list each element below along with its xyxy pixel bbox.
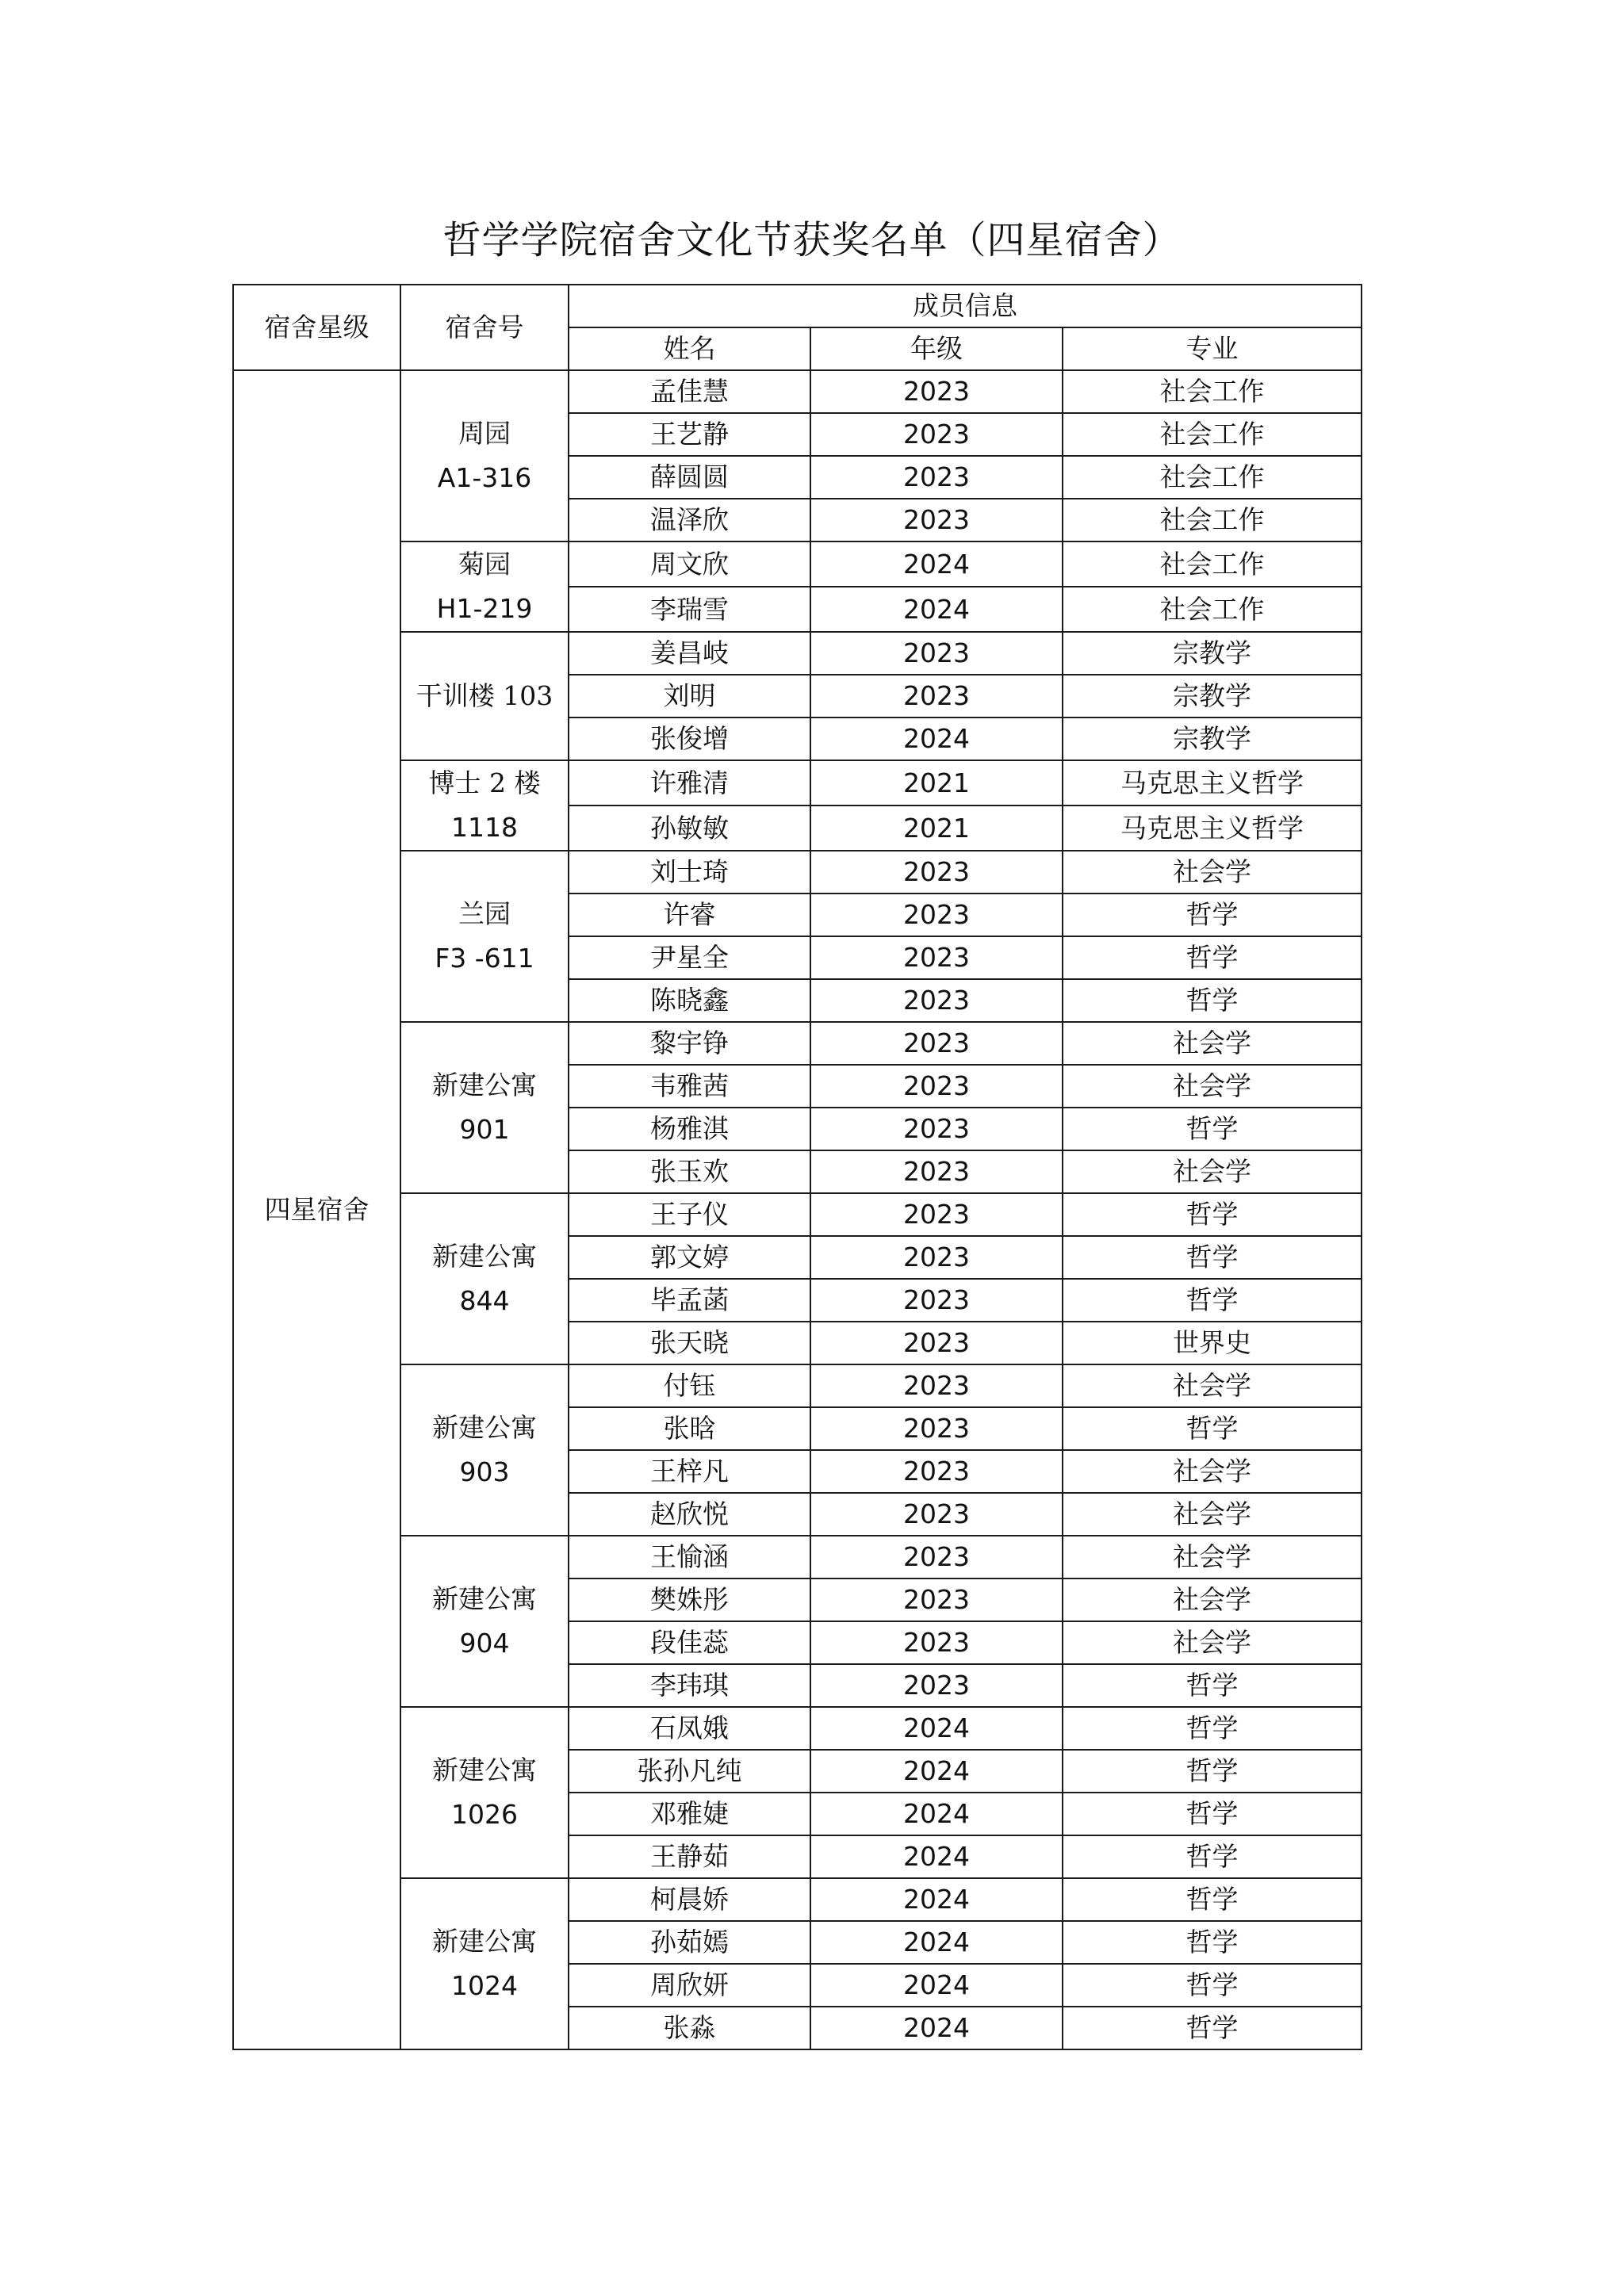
member-grade: 2023 [810,1536,1063,1578]
member-name: 张淼 [569,2007,810,2049]
member-name: 赵欣悦 [569,1493,810,1536]
dorm-number-cell [400,632,569,760]
member-major: 社会学 [1063,1578,1362,1621]
member-grade: 2024 [810,541,1063,587]
header-row-top [233,285,1362,327]
member-grade: 2023 [810,1364,1063,1407]
dorm-room: 903 [459,1456,510,1487]
member-grade: 2023 [810,1578,1063,1621]
table-row [233,370,1362,413]
member-name: 黎宇铮 [569,1022,810,1065]
member-major: 哲学 [1063,1964,1362,2007]
dorm-number-cell [400,1878,569,2049]
member-name: 王子仪 [569,1193,810,1236]
member-name: 刘士琦 [569,851,810,894]
dorm-room: 901 [459,1114,510,1145]
table-row [233,1364,1362,1407]
dorm-room: 1024 [451,1970,518,2001]
dorm-building: 菊园 [458,549,511,580]
member-name: 陈晓鑫 [569,979,810,1022]
table-row [233,1707,1362,1750]
member-grade: 2023 [810,1150,1063,1193]
member-major: 哲学 [1063,894,1362,936]
dorm-number-cell [400,1022,569,1193]
member-name: 张俊增 [569,718,810,760]
member-name: 付钰 [569,1364,810,1407]
member-major: 宗教学 [1063,718,1362,760]
member-major: 哲学 [1063,1407,1362,1450]
member-major: 社会工作 [1063,499,1362,541]
member-major: 社会学 [1063,1022,1362,1065]
member-grade: 2023 [810,1450,1063,1493]
member-major: 马克思主义哲学 [1063,806,1362,851]
star-level-cell: 四星宿舍 [233,370,400,2049]
table-row [233,1536,1362,1578]
dorm-building: 新建公寓 [432,1070,537,1100]
member-name: 杨雅淇 [569,1108,810,1150]
dorm-room: A1-316 [437,462,532,493]
member-grade: 2023 [810,413,1063,456]
header-name: 姓名 [569,327,810,370]
member-name: 姜昌岐 [569,632,810,675]
member-name: 石凤娥 [569,1707,810,1750]
member-major: 社会学 [1063,1493,1362,1536]
member-major: 哲学 [1063,1835,1362,1878]
dorm-number-cell [400,370,569,541]
member-grade: 2023 [810,499,1063,541]
member-grade: 2024 [810,587,1063,632]
member-grade: 2023 [810,1279,1063,1322]
dorm-building: 博士 2 楼 [428,767,541,798]
member-major: 哲学 [1063,1664,1362,1707]
member-grade: 2023 [810,1664,1063,1707]
member-grade: 2024 [810,2007,1063,2049]
member-name: 王艺静 [569,413,810,456]
member-name: 樊姝彤 [569,1578,810,1621]
member-major: 宗教学 [1063,675,1362,718]
member-name: 孟佳慧 [569,370,810,413]
dorm-number-cell [400,541,569,632]
dorm-number-cell [400,851,569,1022]
header-dorm-number: 宿舍号 [400,285,569,370]
member-grade: 2023 [810,1108,1063,1150]
member-major: 社会学 [1063,1150,1362,1193]
table-row [233,1193,1362,1236]
dorm-number-cell [400,1364,569,1536]
member-name: 刘明 [569,675,810,718]
member-name: 薛圆圆 [569,456,810,499]
dorm-room: 1118 [451,812,518,843]
member-major: 哲学 [1063,1193,1362,1236]
member-major: 哲学 [1063,1707,1362,1750]
member-major: 哲学 [1063,1921,1362,1964]
member-name: 李玮琪 [569,1664,810,1707]
member-name: 郭文婷 [569,1236,810,1279]
dorm-building: 新建公寓 [432,1583,537,1614]
member-grade: 2024 [810,1750,1063,1793]
member-grade: 2024 [810,718,1063,760]
member-grade: 2023 [810,1407,1063,1450]
member-grade: 2021 [810,760,1063,806]
member-major: 哲学 [1063,1878,1362,1921]
member-name: 段佳蕊 [569,1621,810,1664]
member-grade: 2023 [810,936,1063,979]
document-title: 哲学学院宿舍文化节获奖名单（四星宿舍） [442,218,1182,262]
member-grade: 2023 [810,456,1063,499]
dorm-building: 新建公寓 [432,1755,537,1785]
table-row [233,760,1362,806]
table-row [233,1878,1362,1921]
member-grade: 2023 [810,1065,1063,1108]
member-major: 社会工作 [1063,587,1362,632]
member-major: 社会学 [1063,1450,1362,1493]
member-name: 许雅清 [569,760,810,806]
dorm-building: 新建公寓 [432,1926,537,1957]
member-name: 李瑞雪 [569,587,810,632]
member-name: 王梓凡 [569,1450,810,1493]
member-grade: 2023 [810,1236,1063,1279]
member-major: 哲学 [1063,1750,1362,1793]
table-row [233,851,1362,894]
member-major: 社会学 [1063,851,1362,894]
member-major: 社会学 [1063,1364,1362,1407]
member-name: 韦雅茜 [569,1065,810,1108]
member-major: 社会工作 [1063,456,1362,499]
dorm-number-cell [400,1707,569,1878]
dorm-building: 兰园 [458,898,511,929]
header-grade: 年级 [810,327,1063,370]
member-grade: 2023 [810,675,1063,718]
member-grade: 2024 [810,1921,1063,1964]
member-grade: 2023 [810,979,1063,1022]
award-table [232,284,1362,2050]
member-major: 哲学 [1063,979,1362,1022]
member-name: 毕孟菡 [569,1279,810,1322]
dorm-building: 干训楼 103 [416,680,553,711]
member-major: 哲学 [1063,2007,1362,2049]
member-name: 柯晨娇 [569,1878,810,1921]
dorm-number-cell [400,760,569,851]
member-name: 张天晓 [569,1322,810,1364]
member-grade: 2024 [810,1793,1063,1835]
member-grade: 2024 [810,1835,1063,1878]
member-name: 许睿 [569,894,810,936]
member-major: 哲学 [1063,1236,1362,1279]
member-name: 孙茹嫣 [569,1921,810,1964]
member-name: 王愉涵 [569,1536,810,1578]
member-name: 张晗 [569,1407,810,1450]
header-member-info: 成员信息 [569,285,1362,327]
member-name: 周欣妍 [569,1964,810,2007]
member-major: 哲学 [1063,936,1362,979]
member-grade: 2023 [810,894,1063,936]
member-grade: 2023 [810,1621,1063,1664]
member-grade: 2021 [810,806,1063,851]
member-grade: 2023 [810,1193,1063,1236]
member-major: 马克思主义哲学 [1063,760,1362,806]
member-major: 哲学 [1063,1108,1362,1150]
header-star-level: 宿舍星级 [233,285,400,370]
member-major: 社会工作 [1063,541,1362,587]
member-major: 社会工作 [1063,370,1362,413]
dorm-building: 新建公寓 [432,1412,537,1443]
member-name: 张孙凡纯 [569,1750,810,1793]
member-major: 哲学 [1063,1793,1362,1835]
dorm-number-cell [400,1536,569,1707]
dorm-room: H1-219 [436,593,533,624]
member-name: 张玉欢 [569,1150,810,1193]
member-grade: 2024 [810,1878,1063,1921]
member-major: 宗教学 [1063,632,1362,675]
member-grade: 2023 [810,1493,1063,1536]
dorm-room: F3 -611 [435,943,534,974]
member-grade: 2024 [810,1707,1063,1750]
member-major: 世界史 [1063,1322,1362,1364]
member-name: 温泽欣 [569,499,810,541]
header-major: 专业 [1063,327,1362,370]
member-name: 邓雅婕 [569,1793,810,1835]
member-grade: 2023 [810,851,1063,894]
member-grade: 2023 [810,370,1063,413]
member-grade: 2023 [810,1322,1063,1364]
table-row [233,632,1362,675]
member-major: 社会工作 [1063,413,1362,456]
member-major: 社会学 [1063,1621,1362,1664]
member-name: 王静茹 [569,1835,810,1878]
member-grade: 2023 [810,1022,1063,1065]
dorm-room: 1026 [451,1799,518,1830]
dorm-room: 904 [459,1628,510,1659]
award-table-body [233,285,1362,2049]
member-name: 周文欣 [569,541,810,587]
dorm-building: 新建公寓 [432,1241,537,1272]
dorm-number-cell [400,1193,569,1364]
member-major: 社会学 [1063,1536,1362,1578]
table-row [233,1022,1362,1065]
member-grade: 2024 [810,1964,1063,2007]
dorm-room: 844 [459,1285,510,1316]
member-grade: 2023 [810,632,1063,675]
dorm-building: 周园 [458,418,511,449]
member-major: 社会学 [1063,1065,1362,1108]
table-row [233,541,1362,587]
member-major: 哲学 [1063,1279,1362,1322]
member-name: 尹星全 [569,936,810,979]
member-name: 孙敏敏 [569,806,810,851]
